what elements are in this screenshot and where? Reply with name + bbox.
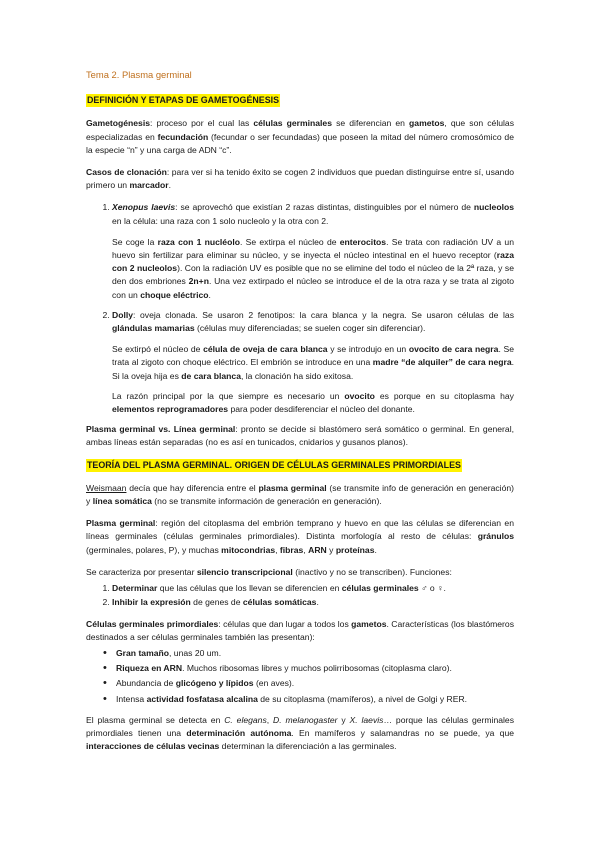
paragraph-funciones: Se caracteriza por presentar silencio transcripcional (inactivo y no se transcriben). Funciones: (86, 566, 452, 577)
section-heading-plasma-germinal: TEORÍA DEL PLASMA GERMINAL. ORIGEN DE CÉLULAS GERMINALES PRIMORDIALES (86, 459, 514, 472)
paragraph-plasma-linea: Plasma germinal vs. Línea germinal: pronto se decide si blastómero será somático o germinal. En general, ambas líneas están separadas (no es así en tunicados, cnidarios y gusanos planos). (86, 424, 514, 448)
paragraph-clonacion: Casos de clonación: para ver si ha tenido éxito se cogen 2 individuos que puedan distinguirse entre sí, usando primero un marcador. (86, 167, 514, 191)
list-item-xenopus: 1. Xenopus laevis: se aprovechó que existían 2 razas distintas, distinguibles por el número de nucleolos en la célula: una raza con 1 solo nucleolo y la otra con 2. (112, 201, 514, 227)
section-heading-gametogenesis: DEFINICIÓN Y ETAPAS DE GAMETOGÉNESIS (86, 94, 514, 107)
page-title: Tema 2. Plasma germinal (86, 69, 192, 80)
paragraph-dolly-detail: Se extirpó el núcleo de célula de oveja de cara blanca y se introdujo en un ovocito de cara negra. Se trata al zigoto con choque eléctrico. El embrión se introduce en una madre “de alquiler” de cara negra. Si la oveja hija es de cara blanca, la clonación ha sido exitosa. (112, 344, 514, 381)
clonacion-list-2 (86, 309, 514, 335)
list-item-glicogeno: • Abundancia de glicógeno y lípidos (en aves). (116, 677, 514, 690)
paragraph-plasma-germinal: Plasma germinal: región del citoplasma del embrión temprano y huevo en que las células se diferencian en líneas germinales (células germinales primordiales). Distinta morfología al resto de células: gránulos (germinales, polares, P), y muchas mitocondrias, fibras, ARN y proteínas. (86, 518, 514, 555)
funciones-list (86, 582, 514, 609)
paragraph-xenopus-detail: Se coge la raza con 1 nucléolo. Se extirpa el núcleo de enterocitos. Se trata con radiación UV a un huevo sin fertilizar para eliminar su núcleo, y se inyecta el núcleo intestinal en el huevo receptor (raza con 2 nucleolos). Con la radiación UV es posible que no se elimine del todo el núcleo de la 2ª raza, y se den dos embriones 2n+n. Una vez extirpado el núcleo se introduce el de la otra raza y se trata al zigoto con un choque eléctrico. (112, 236, 515, 300)
paragraph-determinacion: El plasma germinal se detecta en C. elegans, D. melanogaster y X. laevis… porque las células germinales primordiales tienen una determinación autónoma. En mamíferos y salamandras no se puede, ya que interacciones de células vecinas determinan la diferenciación a las germinales. (86, 714, 514, 752)
paragraph-gametogenesis: Gametogénesis: proceso por el cual las células germinales se diferencian en gametos, que son células especializadas en fecundación (fecundar o ser fecundadas) que poseen la mitad del número cromosómico de la especie “n” y una carga de ADN “c”. (86, 118, 514, 155)
paragraph-cgp: Células germinales primordiales: células que dan lugar a todos los gametos. Características (los blastómeros destinados a ser células germinales también las presentan): (86, 618, 514, 642)
list-item-arn: • Riqueza en ARN. Muchos ribosomas libres y muchos polirribosomas (citoplasma claro). (116, 662, 514, 675)
list-item-inhibir: 2. Inhibir la expresión de genes de células somáticas. (112, 596, 514, 609)
list-item-fosfatasa: • Intensa actividad fosfatasa alcalina de su citoplasma (mamíferos), a nivel de Golgi y RER. (116, 693, 514, 706)
document-page (86, 68, 514, 762)
list-item-dolly: 2. Dolly: oveja clonada. Se usaron 2 fenotipos: la cara blanca y la negra. Se usaron células de las glándulas mamarias (células muy diferenciadas; se suelen coger sin diferenciar). (112, 309, 514, 335)
list-item-tamano: • Gran tamaño, unas 20 um. (116, 647, 514, 660)
clonacion-list (86, 201, 514, 227)
paragraph-weismann: Weismaan decía que hay diferencia entre el plasma germinal (se transmite info de generación en generación) y línea somática (no se transmite información de generación en generación). (86, 482, 515, 507)
paragraph-dolly-reason: La razón principal por la que siempre es necesario un ovocito es porque en su citoplasma hay elementos reprogramadores para poder desdiferenciar el núcleo del donante. (112, 390, 514, 415)
cgp-list (86, 647, 514, 706)
list-item-determinar: 1. Determinar que las células que los llevan se diferencien en células germinales ♂ o ♀. (112, 582, 514, 595)
